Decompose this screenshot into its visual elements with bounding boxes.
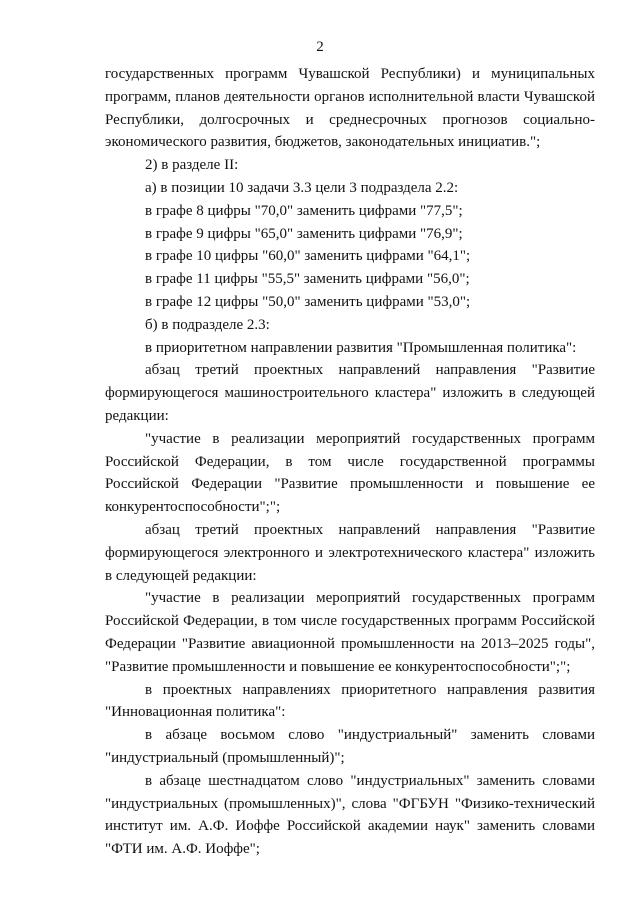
paragraph-section-ii: 2) в разделе II: [145, 157, 239, 174]
paragraph-column-11: в графе 11 цифры "55,5" заменить цифрами "56,0"; [145, 271, 470, 288]
paragraph-industrial-policy: в приоритетном направлении развития "Промышленная политика": [145, 339, 577, 356]
paragraph-sixteenth-abzac: в абзаце шестнадцатом слово "индустриальных" заменить словами "индустриальных (промышленных)", слова "ФГБУН "Физико-технический институт им. А.Ф. Иоффе Российской академии наук" заменить словами "ФТИ им. А.Ф. Иоффе"; [105, 772, 595, 858]
paragraph-quote-aviation-program: "участие в реализации мероприятий государственных программ Российской Федерации, в том числе государственных программ Российской Федерации "Развитие авиационной промышленности на 2013–2025 годы", "Развитие промышленности и повышение ее конкурентоспособности";"; [105, 590, 595, 675]
paragraph-innovation-policy: в проектных направлениях приоритетного направления развития "Инновационная политика": [105, 681, 595, 721]
page-number: 2 [316, 39, 324, 55]
paragraph-column-12: в графе 12 цифры "50,0" заменить цифрами "53,0"; [145, 293, 471, 310]
paragraph-quote-industry-program: "участие в реализации мероприятий государственных программ Российской Федерации, в том числе государственной программы Российской Федерации "Развитие промышленности и повышение ее конкурентоспособности";"; [105, 430, 595, 516]
document-body [105, 63, 595, 861]
paragraph-column-10: в графе 10 цифры "60,0" заменить цифрами "64,1"; [145, 248, 471, 265]
paragraph-continuation: государственных программ Чувашской Республики) и муниципальных программ, планов деятельности органов исполнительной власти Чувашской Республики, долгосрочных и среднесрочных прогнозов социально-экономического развития, бюджетов, законодательных инициатив."; [105, 66, 595, 151]
paragraph-column-9: в графе 9 цифры "65,0" заменить цифрами "76,9"; [145, 225, 463, 242]
paragraph-electronic-cluster: абзац третий проектных направлений направления "Развитие формирующегося электронного и электротехнического кластера" изложить в следующей редакции: [105, 521, 595, 584]
paragraph-machine-building-cluster: абзац третий проектных направлений направления "Развитие формирующегося машиностроительного кластера" изложить в следующей редакции: [105, 362, 595, 424]
paragraph-column-8: в графе 8 цифры "70,0" заменить цифрами "77,5"; [145, 202, 463, 219]
paragraph-item-a: а) в позиции 10 задачи 3.3 цели 3 подраздела 2.2: [145, 179, 459, 196]
paragraph-item-b: б) в подразделе 2.3: [145, 316, 270, 333]
paragraph-eighth-abzac: в абзаце восьмом слово "индустриальный" заменить словами "индустриальный (промышленный)"; [105, 727, 595, 766]
